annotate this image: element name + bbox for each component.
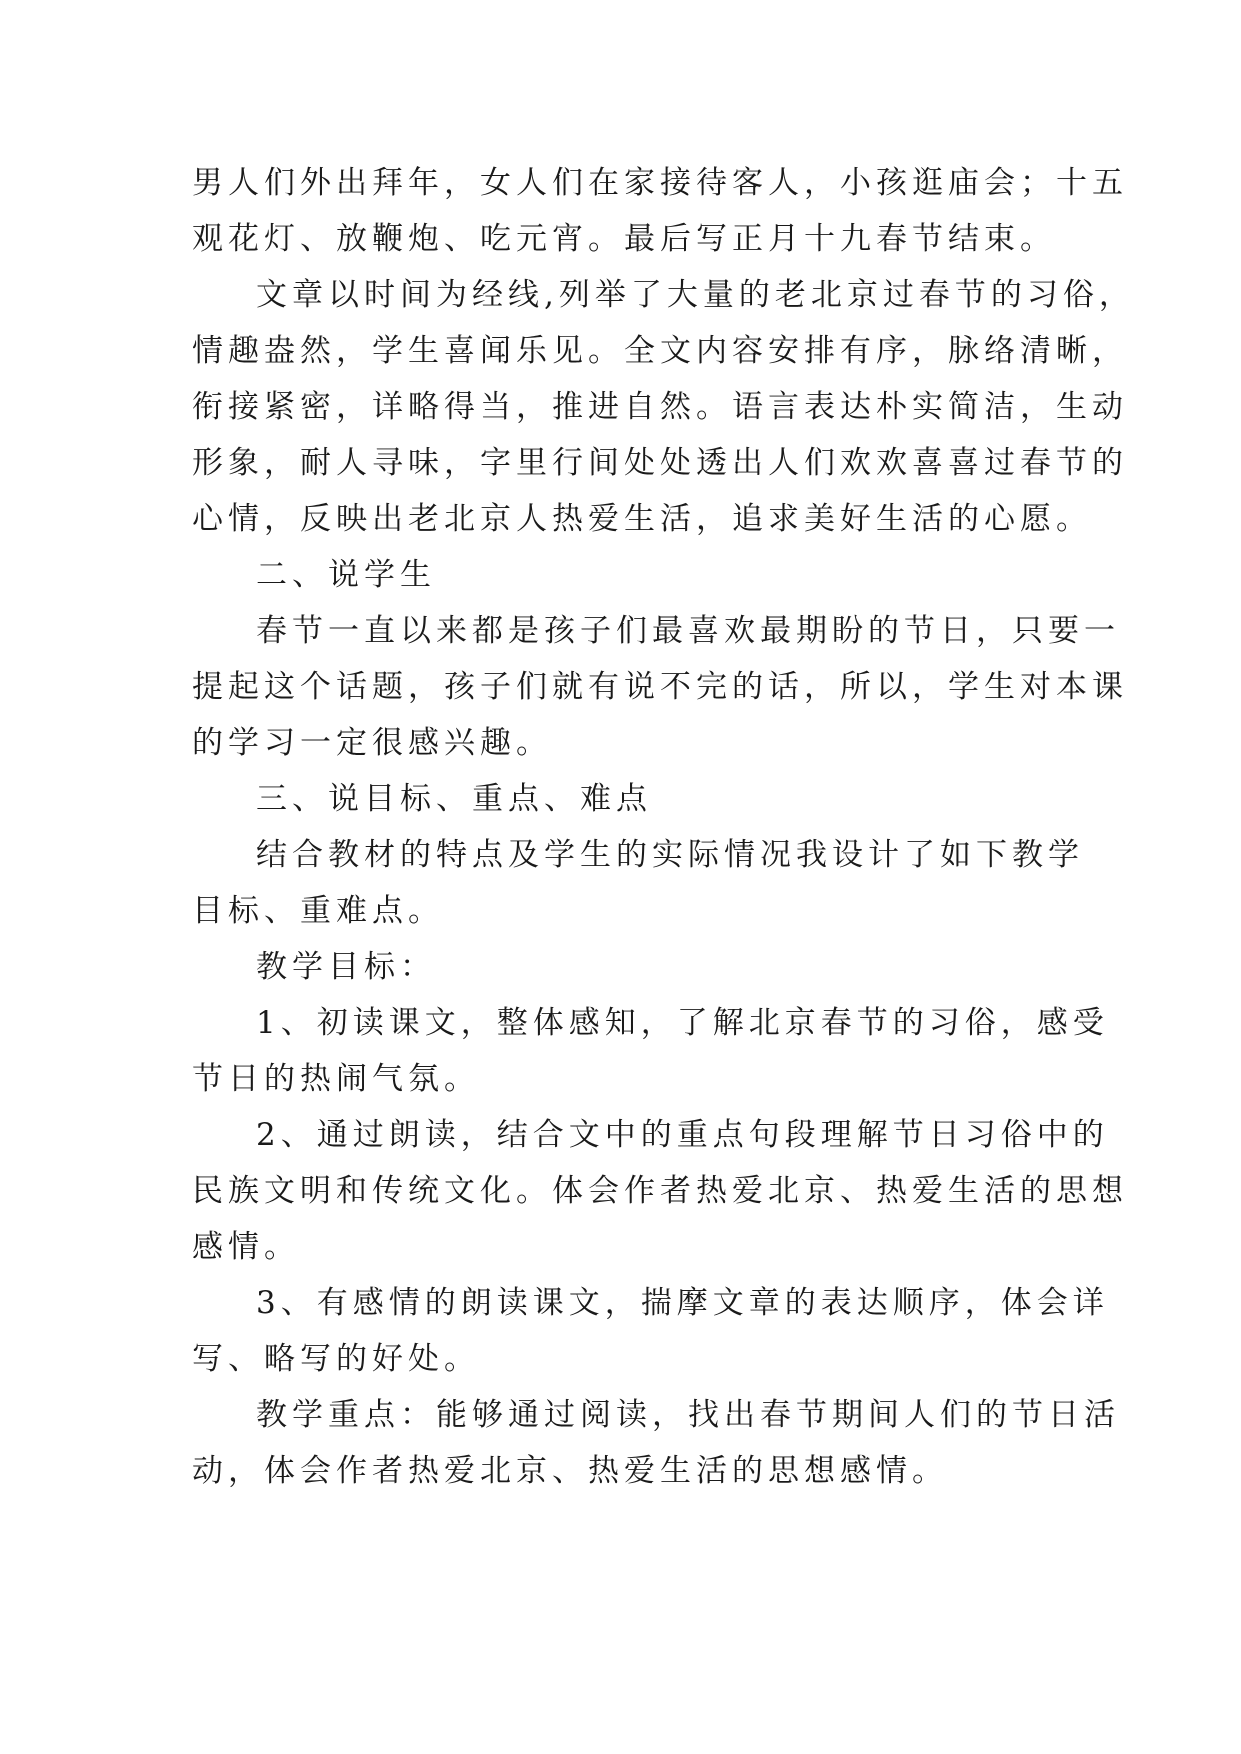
text-line: 节日的热闹气氛。: [192, 1061, 480, 1097]
text-line: 写、略写的好处。: [192, 1341, 480, 1377]
text-line: 动，体会作者热爱北京、热爱生活的思想感情。: [192, 1453, 948, 1489]
text-line: 目标、重难点。: [192, 893, 444, 929]
text-line: 文章以时间为经线,列举了大量的老北京过春节的习俗，: [256, 277, 1135, 313]
text-line: 衔接紧密，详略得当，推进自然。语言表达朴实简洁，生动: [192, 389, 1128, 425]
list-item: 3、有感情的朗读课文，揣摩文章的表达顺序，体会详: [256, 1285, 1109, 1321]
text-line: 感情。: [192, 1229, 300, 1265]
list-item: 2、通过朗读，结合文中的重点句段理解节日习俗中的: [256, 1117, 1109, 1153]
text-line: 民族文明和传统文化。体会作者热爱北京、热爱生活的思想: [192, 1173, 1128, 1209]
section-heading: 三、说目标、重点、难点: [256, 781, 652, 817]
text-line: 心情，反映出老北京人热爱生活，追求美好生活的心愿。: [192, 501, 1092, 537]
section-heading: 二、说学生: [256, 557, 436, 593]
text-line: 形象，耐人寻味，字里行间处处透出人们欢欢喜喜过春节的: [192, 445, 1128, 481]
text-line: 观花灯、放鞭炮、吃元宵。最后写正月十九春节结束。: [192, 221, 1056, 257]
list-item: 1、初读课文，整体感知，了解北京春节的习俗，感受: [256, 1005, 1109, 1041]
text-line: 的学习一定很感兴趣。: [192, 725, 552, 761]
text-line: 男人们外出拜年，女人们在家接待客人，小孩逛庙会；十五: [192, 165, 1128, 201]
text-line: 结合教材的特点及学生的实际情况我设计了如下教学: [256, 837, 1084, 873]
text-line: 提起这个话题，孩子们就有说不完的话，所以，学生对本课: [192, 669, 1128, 705]
text-line: 教学重点：能够通过阅读，找出春节期间人们的节日活: [256, 1397, 1120, 1433]
text-line: 情趣盎然，学生喜闻乐见。全文内容安排有序，脉络清晰，: [192, 333, 1128, 369]
subheading: 教学目标：: [256, 949, 436, 985]
text-line: 春节一直以来都是孩子们最喜欢最期盼的节日，只要一: [256, 613, 1120, 649]
